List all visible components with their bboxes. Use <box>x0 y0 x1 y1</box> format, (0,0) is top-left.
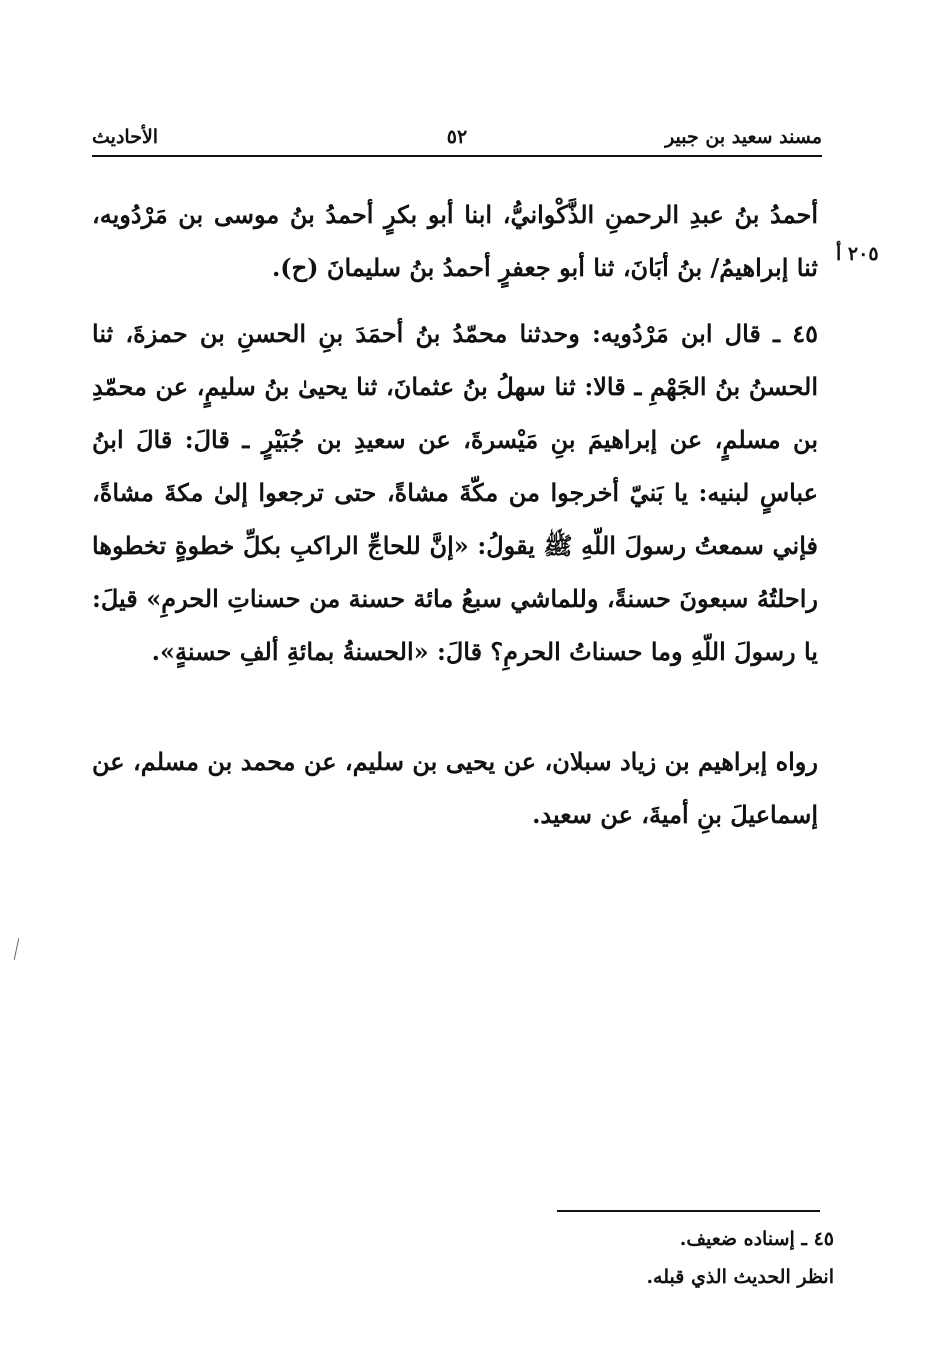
manuscript-folio-ref: ٢٠٥ أ <box>836 243 879 265</box>
footnote-reference: انظر الحديث الذي قبله. <box>646 1266 834 1288</box>
book-title: مسند سعيد بن جبير <box>665 126 822 148</box>
section-title: الأحاديث <box>92 126 159 148</box>
scan-mark <box>14 938 20 960</box>
footnote-grading: ٤٥ ـ إسناده ضعيف. <box>679 1228 834 1250</box>
footnote-divider <box>557 1210 820 1212</box>
paragraph-narration-note: رواه إبراهيم بن زياد سبلان، عن يحيى بن سليم، عن محمد بن مسلم، عن إسماعيلَ بنِ أميةَ، عن سعيد. <box>92 747 818 829</box>
running-header <box>92 118 822 158</box>
paragraph-isnad: أحمدُ بنُ عبدِ الرحمنِ الذَّكْوانيُّ، ابنا أبو بكرٍ أحمدُ بنُ موسى بن مَرْدُويه، ثنا إبراهيمُ/ بنُ أبَانَ، ثنا أبو جعفرٍ أحمدُ بنُ سليمانَ (ح). <box>92 200 818 282</box>
header-divider <box>92 155 822 157</box>
page-number: ٥٢ <box>446 126 468 148</box>
paragraph-hadith-45: ٤٥ ـ قال ابن مَرْدُويه: وحدثنا محمّدُ بنُ أحمَدَ بنِ الحسنِ بن حمزةَ، ثنا الحسنُ بنُ الجَهْمِ ـ قالا: ثنا سهلُ بنُ عثمانَ، ثنا يحيىٰ بنُ سليمٍ، عن محمّدِ بن مسلمٍ، عن إبراهيمَ بنِ مَيْسرةَ، عن سعيدِ بن جُبَيْرٍ ـ قالَ: قالَ ابنُ عباسٍ لبنيه: يا بَنيّ أخرجوا من مكّةَ مشاةً، حتى ترجعوا إلىٰ مكةَ مشاةً، فإني سمعتُ رسولَ اللّهِ ﷺ يقولُ: «إنَّ للحاجِّ الراكبِ بكلِّ خطوةٍ تخطوها راحلتُهُ سبعونَ حسنةً، وللماشي سبعُ مائة حسنة من حسناتِ الحرمِ» قيلَ: يا رسولَ اللّهِ وما حسناتُ الحرمِ؟ قالَ: «الحسنةُ بمائةِ ألفِ حسنةٍ». <box>92 319 818 666</box>
